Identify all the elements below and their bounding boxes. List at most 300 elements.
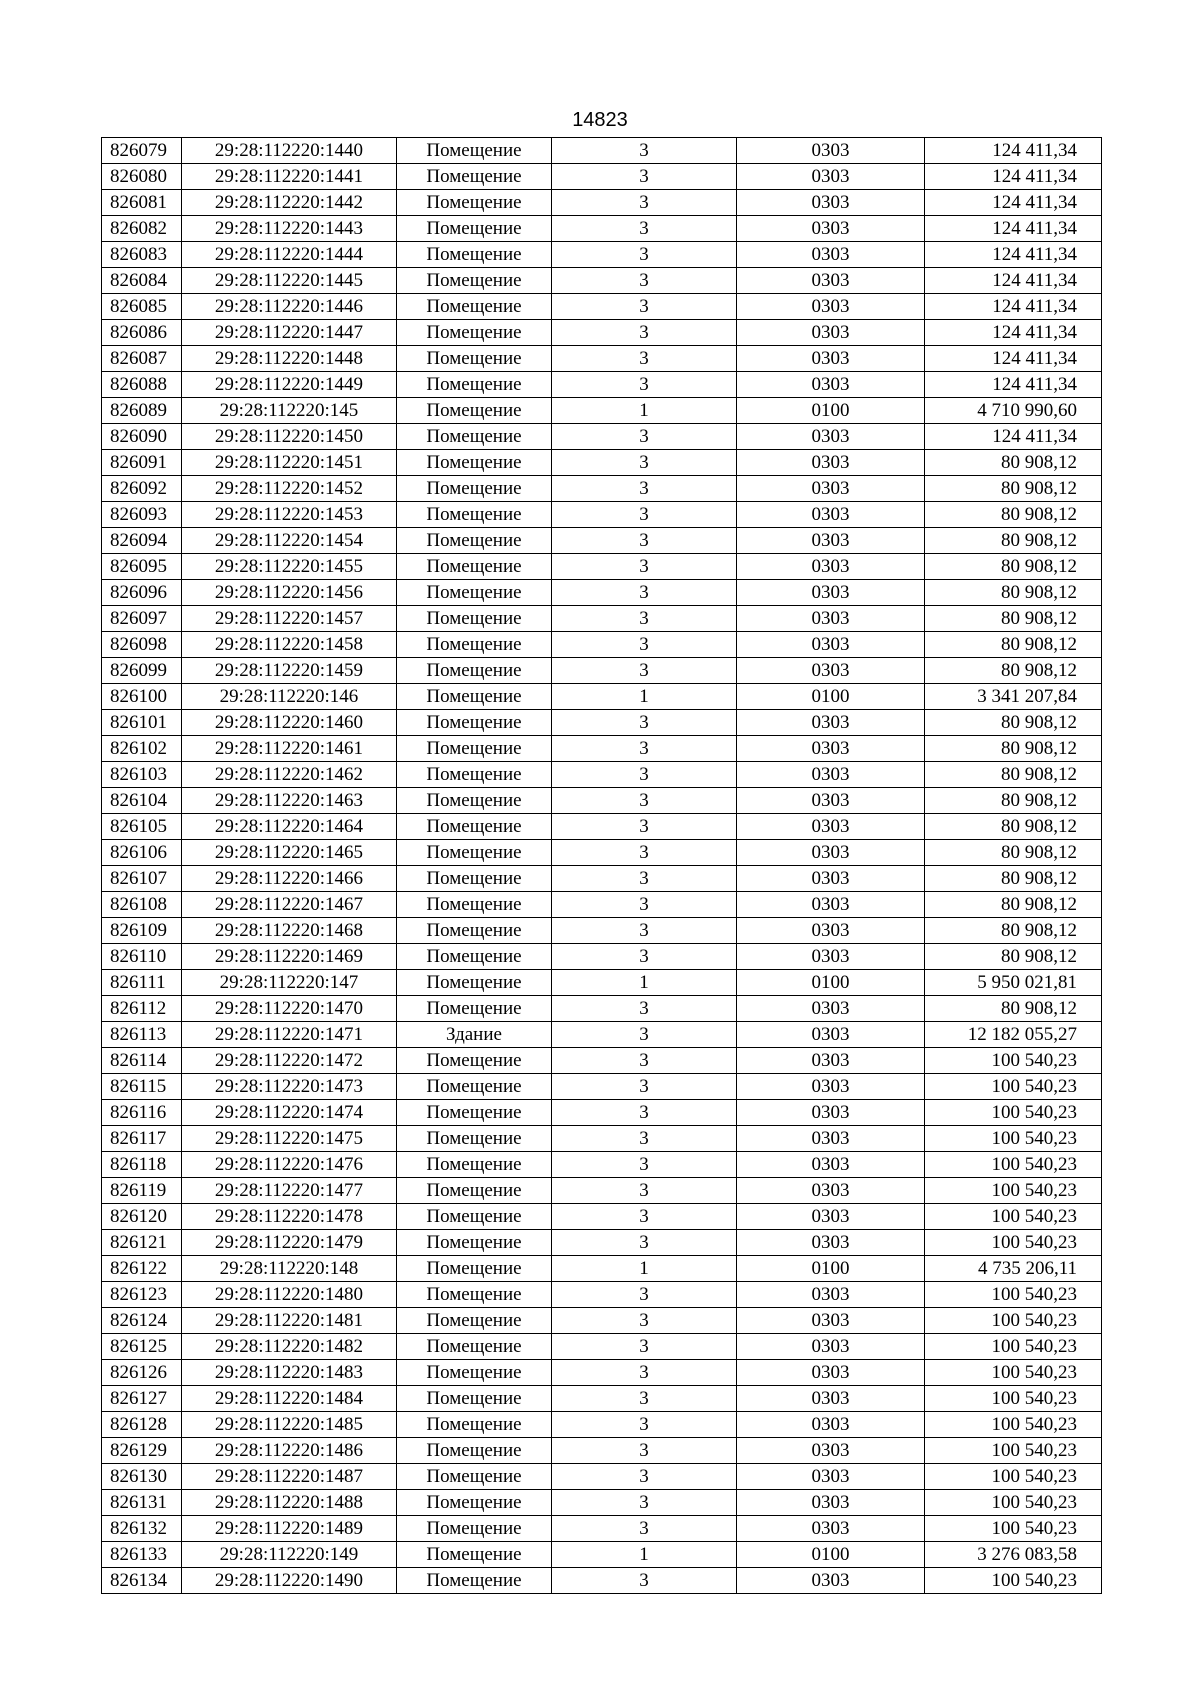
cadastral-number-cell: 29:28:112220:1458 xyxy=(182,632,397,658)
value-cell: 80 908,12 xyxy=(925,788,1102,814)
code-cell: 0303 xyxy=(737,294,925,320)
code-cell: 0303 xyxy=(737,138,925,164)
cadastral-number-cell: 29:28:112220:149 xyxy=(182,1542,397,1568)
table-row xyxy=(102,1074,1102,1100)
value-cell: 80 908,12 xyxy=(925,840,1102,866)
table-row xyxy=(102,138,1102,164)
value-cell: 80 908,12 xyxy=(925,736,1102,762)
record-id-cell: 826122 xyxy=(102,1256,182,1282)
record-id-cell: 826083 xyxy=(102,242,182,268)
value-cell: 80 908,12 xyxy=(925,866,1102,892)
class-cell: 3 xyxy=(552,1022,737,1048)
cadastral-number-cell: 29:28:112220:1452 xyxy=(182,476,397,502)
code-cell: 0303 xyxy=(737,606,925,632)
record-id-cell: 826104 xyxy=(102,788,182,814)
class-cell: 3 xyxy=(552,1516,737,1542)
table-row xyxy=(102,1490,1102,1516)
value-cell: 100 540,23 xyxy=(925,1178,1102,1204)
cadastral-number-cell: 29:28:112220:148 xyxy=(182,1256,397,1282)
table-row xyxy=(102,632,1102,658)
table-row xyxy=(102,476,1102,502)
object-type-cell: Помещение xyxy=(397,684,552,710)
value-cell: 80 908,12 xyxy=(925,450,1102,476)
object-type-cell: Помещение xyxy=(397,476,552,502)
code-cell: 0303 xyxy=(737,1308,925,1334)
object-type-cell: Помещение xyxy=(397,944,552,970)
object-type-cell: Помещение xyxy=(397,502,552,528)
table-row xyxy=(102,398,1102,424)
record-id-cell: 826093 xyxy=(102,502,182,528)
code-cell: 0303 xyxy=(737,502,925,528)
class-cell: 3 xyxy=(552,580,737,606)
table-row xyxy=(102,1568,1102,1594)
object-type-cell: Помещение xyxy=(397,814,552,840)
cadastral-number-cell: 29:28:112220:1444 xyxy=(182,242,397,268)
value-cell: 124 411,34 xyxy=(925,294,1102,320)
object-type-cell: Помещение xyxy=(397,1542,552,1568)
object-type-cell: Помещение xyxy=(397,294,552,320)
value-cell: 80 908,12 xyxy=(925,502,1102,528)
class-cell: 3 xyxy=(552,1048,737,1074)
value-cell: 124 411,34 xyxy=(925,268,1102,294)
value-cell: 124 411,34 xyxy=(925,242,1102,268)
class-cell: 3 xyxy=(552,372,737,398)
record-id-cell: 826131 xyxy=(102,1490,182,1516)
record-id-cell: 826133 xyxy=(102,1542,182,1568)
code-cell: 0303 xyxy=(737,424,925,450)
code-cell: 0303 xyxy=(737,892,925,918)
class-cell: 3 xyxy=(552,424,737,450)
cadastral-number-cell: 29:28:112220:1463 xyxy=(182,788,397,814)
record-id-cell: 826079 xyxy=(102,138,182,164)
table-row xyxy=(102,996,1102,1022)
record-id-cell: 826129 xyxy=(102,1438,182,1464)
table-row xyxy=(102,1100,1102,1126)
object-type-cell: Помещение xyxy=(397,1126,552,1152)
object-type-cell: Помещение xyxy=(397,320,552,346)
code-cell: 0303 xyxy=(737,372,925,398)
record-id-cell: 826085 xyxy=(102,294,182,320)
value-cell: 80 908,12 xyxy=(925,476,1102,502)
table-row xyxy=(102,346,1102,372)
class-cell: 3 xyxy=(552,528,737,554)
table-row xyxy=(102,1022,1102,1048)
cadastral-number-cell: 29:28:112220:1442 xyxy=(182,190,397,216)
code-cell: 0303 xyxy=(737,1100,925,1126)
record-id-cell: 826134 xyxy=(102,1568,182,1594)
table-row xyxy=(102,658,1102,684)
class-cell: 1 xyxy=(552,970,737,996)
table-row xyxy=(102,736,1102,762)
code-cell: 0303 xyxy=(737,762,925,788)
code-cell: 0303 xyxy=(737,476,925,502)
record-id-cell: 826125 xyxy=(102,1334,182,1360)
table-body xyxy=(102,138,1102,1594)
record-id-cell: 826086 xyxy=(102,320,182,346)
object-type-cell: Помещение xyxy=(397,190,552,216)
cadastral-number-cell: 29:28:112220:1457 xyxy=(182,606,397,632)
record-id-cell: 826100 xyxy=(102,684,182,710)
value-cell: 100 540,23 xyxy=(925,1282,1102,1308)
record-id-cell: 826121 xyxy=(102,1230,182,1256)
table-row xyxy=(102,1438,1102,1464)
table-row xyxy=(102,684,1102,710)
cadastral-number-cell: 29:28:112220:1443 xyxy=(182,216,397,242)
code-cell: 0303 xyxy=(737,346,925,372)
table-row xyxy=(102,242,1102,268)
cadastral-number-cell: 29:28:112220:1478 xyxy=(182,1204,397,1230)
cadastral-number-cell: 29:28:112220:1482 xyxy=(182,1334,397,1360)
value-cell: 124 411,34 xyxy=(925,372,1102,398)
record-id-cell: 826081 xyxy=(102,190,182,216)
value-cell: 124 411,34 xyxy=(925,320,1102,346)
value-cell: 100 540,23 xyxy=(925,1360,1102,1386)
class-cell: 3 xyxy=(552,346,737,372)
value-cell: 100 540,23 xyxy=(925,1152,1102,1178)
table-row xyxy=(102,320,1102,346)
value-cell: 80 908,12 xyxy=(925,996,1102,1022)
object-type-cell: Помещение xyxy=(397,138,552,164)
code-cell: 0303 xyxy=(737,320,925,346)
code-cell: 0303 xyxy=(737,918,925,944)
code-cell: 0303 xyxy=(737,1178,925,1204)
code-cell: 0303 xyxy=(737,268,925,294)
class-cell: 3 xyxy=(552,658,737,684)
cadastral-number-cell: 29:28:112220:1484 xyxy=(182,1386,397,1412)
cadastral-number-cell: 29:28:112220:1474 xyxy=(182,1100,397,1126)
object-type-cell: Помещение xyxy=(397,424,552,450)
cadastral-number-cell: 29:28:112220:1477 xyxy=(182,1178,397,1204)
table-row xyxy=(102,1516,1102,1542)
object-type-cell: Помещение xyxy=(397,1412,552,1438)
value-cell: 124 411,34 xyxy=(925,216,1102,242)
code-cell: 0303 xyxy=(737,164,925,190)
class-cell: 3 xyxy=(552,1568,737,1594)
record-id-cell: 826127 xyxy=(102,1386,182,1412)
value-cell: 100 540,23 xyxy=(925,1204,1102,1230)
value-cell: 80 908,12 xyxy=(925,528,1102,554)
value-cell: 4 735 206,11 xyxy=(925,1256,1102,1282)
object-type-cell: Помещение xyxy=(397,1516,552,1542)
class-cell: 3 xyxy=(552,1334,737,1360)
table-row xyxy=(102,918,1102,944)
table-row xyxy=(102,1334,1102,1360)
value-cell: 100 540,23 xyxy=(925,1308,1102,1334)
record-id-cell: 826124 xyxy=(102,1308,182,1334)
cadastral-number-cell: 29:28:112220:1453 xyxy=(182,502,397,528)
object-type-cell: Помещение xyxy=(397,242,552,268)
code-cell: 0303 xyxy=(737,944,925,970)
class-cell: 3 xyxy=(552,710,737,736)
table-row xyxy=(102,502,1102,528)
record-id-cell: 826097 xyxy=(102,606,182,632)
code-cell: 0303 xyxy=(737,1126,925,1152)
table-row xyxy=(102,1282,1102,1308)
table-row xyxy=(102,1386,1102,1412)
value-cell: 124 411,34 xyxy=(925,138,1102,164)
value-cell: 5 950 021,81 xyxy=(925,970,1102,996)
code-cell: 0303 xyxy=(737,1412,925,1438)
value-cell: 12 182 055,27 xyxy=(925,1022,1102,1048)
code-cell: 0303 xyxy=(737,554,925,580)
code-cell: 0100 xyxy=(737,970,925,996)
class-cell: 3 xyxy=(552,1386,737,1412)
object-type-cell: Помещение xyxy=(397,970,552,996)
class-cell: 3 xyxy=(552,1438,737,1464)
cadastral-number-cell: 29:28:112220:1475 xyxy=(182,1126,397,1152)
cadastral-number-cell: 29:28:112220:1440 xyxy=(182,138,397,164)
value-cell: 100 540,23 xyxy=(925,1334,1102,1360)
table-row xyxy=(102,1542,1102,1568)
value-cell: 80 908,12 xyxy=(925,918,1102,944)
value-cell: 100 540,23 xyxy=(925,1048,1102,1074)
table-row xyxy=(102,1308,1102,1334)
object-type-cell: Помещение xyxy=(397,658,552,684)
class-cell: 1 xyxy=(552,1542,737,1568)
record-id-cell: 826107 xyxy=(102,866,182,892)
class-cell: 3 xyxy=(552,1152,737,1178)
class-cell: 3 xyxy=(552,1360,737,1386)
table-row xyxy=(102,762,1102,788)
value-cell: 3 341 207,84 xyxy=(925,684,1102,710)
table-row xyxy=(102,814,1102,840)
record-id-cell: 826094 xyxy=(102,528,182,554)
class-cell: 3 xyxy=(552,1308,737,1334)
object-type-cell: Помещение xyxy=(397,1438,552,1464)
cadastral-number-cell: 29:28:112220:1466 xyxy=(182,866,397,892)
object-type-cell: Помещение xyxy=(397,788,552,814)
record-id-cell: 826118 xyxy=(102,1152,182,1178)
table-row xyxy=(102,1204,1102,1230)
record-id-cell: 826126 xyxy=(102,1360,182,1386)
value-cell: 80 908,12 xyxy=(925,710,1102,736)
class-cell: 3 xyxy=(552,1204,737,1230)
record-id-cell: 826108 xyxy=(102,892,182,918)
class-cell: 3 xyxy=(552,1100,737,1126)
value-cell: 124 411,34 xyxy=(925,190,1102,216)
record-id-cell: 826115 xyxy=(102,1074,182,1100)
object-type-cell: Помещение xyxy=(397,918,552,944)
code-cell: 0303 xyxy=(737,1360,925,1386)
object-type-cell: Помещение xyxy=(397,996,552,1022)
class-cell: 3 xyxy=(552,138,737,164)
value-cell: 100 540,23 xyxy=(925,1100,1102,1126)
class-cell: 3 xyxy=(552,190,737,216)
class-cell: 3 xyxy=(552,944,737,970)
record-id-cell: 826089 xyxy=(102,398,182,424)
code-cell: 0303 xyxy=(737,658,925,684)
code-cell: 0303 xyxy=(737,1490,925,1516)
cadastral-number-cell: 29:28:112220:1462 xyxy=(182,762,397,788)
table-row xyxy=(102,164,1102,190)
table-row xyxy=(102,866,1102,892)
value-cell: 80 908,12 xyxy=(925,814,1102,840)
table-row xyxy=(102,1126,1102,1152)
page-number: 14823 xyxy=(572,109,628,131)
cadastral-number-cell: 29:28:112220:1454 xyxy=(182,528,397,554)
object-type-cell: Помещение xyxy=(397,1464,552,1490)
record-id-cell: 826101 xyxy=(102,710,182,736)
object-type-cell: Помещение xyxy=(397,1308,552,1334)
table-row xyxy=(102,1048,1102,1074)
record-id-cell: 826091 xyxy=(102,450,182,476)
class-cell: 3 xyxy=(552,242,737,268)
object-type-cell: Помещение xyxy=(397,1386,552,1412)
class-cell: 3 xyxy=(552,1178,737,1204)
object-type-cell: Помещение xyxy=(397,268,552,294)
class-cell: 3 xyxy=(552,1282,737,1308)
code-cell: 0303 xyxy=(737,1074,925,1100)
class-cell: 3 xyxy=(552,554,737,580)
code-cell: 0303 xyxy=(737,580,925,606)
code-cell: 0303 xyxy=(737,866,925,892)
table-row xyxy=(102,1230,1102,1256)
code-cell: 0303 xyxy=(737,632,925,658)
table-row xyxy=(102,528,1102,554)
record-id-cell: 826080 xyxy=(102,164,182,190)
code-cell: 0100 xyxy=(737,1542,925,1568)
table-row xyxy=(102,1464,1102,1490)
class-cell: 3 xyxy=(552,996,737,1022)
table-row xyxy=(102,424,1102,450)
cadastral-number-cell: 29:28:112220:1487 xyxy=(182,1464,397,1490)
cadastral-number-cell: 29:28:112220:1488 xyxy=(182,1490,397,1516)
class-cell: 3 xyxy=(552,216,737,242)
code-cell: 0303 xyxy=(737,450,925,476)
class-cell: 3 xyxy=(552,1490,737,1516)
code-cell: 0303 xyxy=(737,190,925,216)
object-type-cell: Помещение xyxy=(397,632,552,658)
object-type-cell: Помещение xyxy=(397,840,552,866)
class-cell: 3 xyxy=(552,632,737,658)
value-cell: 100 540,23 xyxy=(925,1516,1102,1542)
code-cell: 0303 xyxy=(737,216,925,242)
table-row xyxy=(102,294,1102,320)
record-id-cell: 826090 xyxy=(102,424,182,450)
object-type-cell: Помещение xyxy=(397,892,552,918)
cadastral-number-cell: 29:28:112220:1481 xyxy=(182,1308,397,1334)
value-cell: 80 908,12 xyxy=(925,606,1102,632)
record-id-cell: 826112 xyxy=(102,996,182,1022)
record-id-cell: 826087 xyxy=(102,346,182,372)
cadastral-number-cell: 29:28:112220:1485 xyxy=(182,1412,397,1438)
value-cell: 80 908,12 xyxy=(925,554,1102,580)
class-cell: 1 xyxy=(552,1256,737,1282)
table-row xyxy=(102,892,1102,918)
cadastral-number-cell: 29:28:112220:1456 xyxy=(182,580,397,606)
object-type-cell: Помещение xyxy=(397,736,552,762)
value-cell: 4 710 990,60 xyxy=(925,398,1102,424)
value-cell: 124 411,34 xyxy=(925,346,1102,372)
code-cell: 0303 xyxy=(737,710,925,736)
value-cell: 80 908,12 xyxy=(925,892,1102,918)
value-cell: 100 540,23 xyxy=(925,1412,1102,1438)
object-type-cell: Помещение xyxy=(397,554,552,580)
cadastral-number-cell: 29:28:112220:1476 xyxy=(182,1152,397,1178)
class-cell: 3 xyxy=(552,450,737,476)
object-type-cell: Помещение xyxy=(397,1490,552,1516)
record-id-cell: 826119 xyxy=(102,1178,182,1204)
object-type-cell: Помещение xyxy=(397,346,552,372)
table-row xyxy=(102,1412,1102,1438)
table-row xyxy=(102,710,1102,736)
object-type-cell: Помещение xyxy=(397,528,552,554)
code-cell: 0100 xyxy=(737,398,925,424)
value-cell: 80 908,12 xyxy=(925,658,1102,684)
cadastral-number-cell: 29:28:112220:1447 xyxy=(182,320,397,346)
class-cell: 3 xyxy=(552,1126,737,1152)
code-cell: 0303 xyxy=(737,242,925,268)
registry-table xyxy=(101,137,1102,1594)
value-cell: 124 411,34 xyxy=(925,424,1102,450)
record-id-cell: 826092 xyxy=(102,476,182,502)
object-type-cell: Помещение xyxy=(397,1048,552,1074)
object-type-cell: Помещение xyxy=(397,1568,552,1594)
code-cell: 0303 xyxy=(737,736,925,762)
object-type-cell: Помещение xyxy=(397,1334,552,1360)
record-id-cell: 826113 xyxy=(102,1022,182,1048)
object-type-cell: Помещение xyxy=(397,1256,552,1282)
code-cell: 0303 xyxy=(737,1282,925,1308)
record-id-cell: 826106 xyxy=(102,840,182,866)
value-cell: 100 540,23 xyxy=(925,1074,1102,1100)
record-id-cell: 826114 xyxy=(102,1048,182,1074)
cadastral-number-cell: 29:28:112220:1465 xyxy=(182,840,397,866)
table-row xyxy=(102,1360,1102,1386)
value-cell: 100 540,23 xyxy=(925,1568,1102,1594)
cadastral-number-cell: 29:28:112220:1480 xyxy=(182,1282,397,1308)
value-cell: 100 540,23 xyxy=(925,1386,1102,1412)
code-cell: 0303 xyxy=(737,788,925,814)
class-cell: 3 xyxy=(552,1464,737,1490)
table-row xyxy=(102,1256,1102,1282)
class-cell: 3 xyxy=(552,268,737,294)
table-row xyxy=(102,268,1102,294)
cadastral-number-cell: 29:28:112220:1446 xyxy=(182,294,397,320)
class-cell: 1 xyxy=(552,398,737,424)
object-type-cell: Помещение xyxy=(397,1074,552,1100)
table-row xyxy=(102,372,1102,398)
cadastral-number-cell: 29:28:112220:1461 xyxy=(182,736,397,762)
cadastral-number-cell: 29:28:112220:1449 xyxy=(182,372,397,398)
cadastral-number-cell: 29:28:112220:1450 xyxy=(182,424,397,450)
code-cell: 0303 xyxy=(737,1022,925,1048)
code-cell: 0100 xyxy=(737,684,925,710)
class-cell: 3 xyxy=(552,840,737,866)
object-type-cell: Помещение xyxy=(397,216,552,242)
object-type-cell: Здание xyxy=(397,1022,552,1048)
record-id-cell: 826084 xyxy=(102,268,182,294)
object-type-cell: Помещение xyxy=(397,1204,552,1230)
code-cell: 0303 xyxy=(737,1568,925,1594)
object-type-cell: Помещение xyxy=(397,1282,552,1308)
class-cell: 3 xyxy=(552,294,737,320)
cadastral-number-cell: 29:28:112220:1448 xyxy=(182,346,397,372)
object-type-cell: Помещение xyxy=(397,710,552,736)
class-cell: 1 xyxy=(552,684,737,710)
cadastral-number-cell: 29:28:112220:1471 xyxy=(182,1022,397,1048)
code-cell: 0303 xyxy=(737,996,925,1022)
cadastral-number-cell: 29:28:112220:146 xyxy=(182,684,397,710)
cadastral-number-cell: 29:28:112220:1441 xyxy=(182,164,397,190)
value-cell: 100 540,23 xyxy=(925,1126,1102,1152)
cadastral-number-cell: 29:28:112220:1459 xyxy=(182,658,397,684)
value-cell: 100 540,23 xyxy=(925,1464,1102,1490)
class-cell: 3 xyxy=(552,502,737,528)
object-type-cell: Помещение xyxy=(397,1152,552,1178)
record-id-cell: 826120 xyxy=(102,1204,182,1230)
cadastral-number-cell: 29:28:112220:1467 xyxy=(182,892,397,918)
